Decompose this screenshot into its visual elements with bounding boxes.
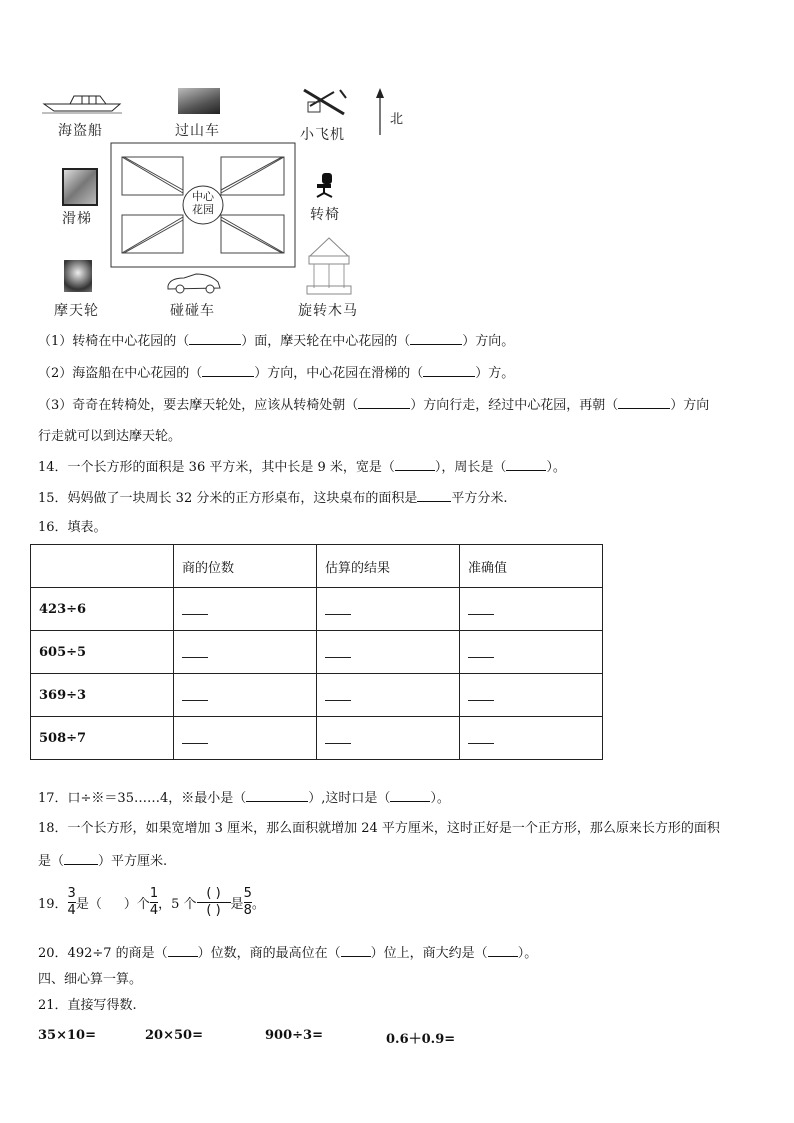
question-15: 15．妈妈做了一块周长 32 分米的正方形桌布，这块桌布的面积是 平方分米.: [38, 491, 508, 506]
table-header-row: [31, 545, 603, 588]
answer-blank[interactable]: [325, 700, 351, 701]
question-21-title: 21．直接写得数.: [38, 998, 137, 1013]
answer-blank[interactable]: [410, 332, 462, 345]
fraction-blank[interactable]: $\frac{( )}{( )}$: [197, 886, 231, 919]
table-row: [31, 588, 603, 631]
row-label: 369÷3: [31, 674, 174, 717]
table-row: [31, 631, 603, 674]
answer-blank[interactable]: [168, 944, 198, 957]
carousel-icon: [304, 236, 354, 296]
answer-blank[interactable]: [325, 657, 351, 658]
row-label: 605÷5: [31, 631, 174, 674]
answer-blank[interactable]: [468, 657, 494, 658]
question-18: 18．一个长方形，如果宽增加 3 厘米，那么面积就增加 24 平方厘米，这时正好是一个正方形，那么原来长方形的面积: [38, 821, 720, 836]
answer-blank[interactable]: [618, 396, 670, 409]
fraction-1-4: $\frac{1}{4}$: [149, 886, 159, 918]
answer-blank[interactable]: [182, 700, 208, 701]
small-plane-icon: [300, 86, 350, 120]
carousel-label: 旋转木马: [298, 303, 358, 319]
answer-blank[interactable]: [506, 458, 546, 471]
table-header-cell: 商的位数: [174, 545, 317, 588]
table-header-cell: [31, 545, 174, 588]
answer-blank[interactable]: [246, 789, 308, 802]
pirate-ship-icon: [42, 92, 122, 114]
answer-blank[interactable]: [182, 614, 208, 615]
small-plane-label: 小飞机: [300, 127, 345, 143]
table-header-cell: 估算的结果: [317, 545, 460, 588]
row-label: 508÷7: [31, 717, 174, 760]
answer-blank[interactable]: [468, 700, 494, 701]
central-park-label: 中心 花园: [192, 190, 214, 216]
answer-blank[interactable]: [341, 944, 371, 957]
calc-item: 0.6＋0.9=: [386, 1032, 456, 1047]
table-header-cell: 准确值: [460, 545, 603, 588]
table-row: [31, 717, 603, 760]
fraction-3-4: $\frac{3}{4}$: [67, 886, 76, 918]
question-19: 19． $\frac{3}{4}$ 是（ ）个 $\frac{1}{4}$ ，5 个 $\frac{( )}{( )}$ 是 $\frac{5}{8}$ 。: [38, 886, 265, 918]
pirate-ship-label: 海盗船: [58, 123, 103, 139]
fill-in-table: [30, 544, 603, 760]
calc-item: 20×50=: [145, 1028, 203, 1043]
bumper-car-icon: [166, 272, 222, 294]
answer-blank[interactable]: [325, 614, 351, 615]
answer-blank[interactable]: [182, 743, 208, 744]
slide-label: 滑梯: [62, 211, 92, 227]
north-arrow-icon: [374, 88, 386, 136]
answer-blank[interactable]: [468, 743, 494, 744]
calc-item: 900÷3=: [265, 1028, 323, 1043]
roller-coaster-label: 过山车: [175, 123, 220, 139]
question-20: 20．492÷7 的商是（ ）位数，商的最高位在（ ）位上，商大约是（ ）。: [38, 946, 538, 961]
ferris-wheel-icon: [64, 260, 92, 292]
answer-blank[interactable]: [325, 743, 351, 744]
row-label: 423÷6: [31, 588, 174, 631]
question-17: 17．口÷※＝35……4，※最小是（ ）,这时口是（ ）。: [38, 791, 450, 806]
answer-blank[interactable]: [390, 789, 430, 802]
slide-icon: [62, 168, 98, 206]
question-16-title: 16．填表。: [38, 520, 107, 535]
q13-part3-continued: 行走就可以到达摩天轮。: [38, 429, 182, 444]
bumper-car-label: 碰碰车: [170, 303, 215, 319]
answer-blank[interactable]: [64, 852, 98, 865]
question-18-continued: 是（ ）平方厘米.: [38, 854, 168, 869]
north-label: 北: [390, 112, 404, 127]
ferris-wheel-label: 摩天轮: [54, 303, 99, 319]
q13-part2: （2）海盗船在中心花园的（ ）方向，中心花园在滑梯的（ ）方。: [38, 366, 515, 381]
answer-blank[interactable]: [189, 332, 241, 345]
section-4-heading: 四、细心算一算。: [38, 972, 143, 987]
answer-blank[interactable]: [202, 364, 254, 377]
answer-blank[interactable]: [395, 458, 435, 471]
q13-part1: （1）转椅在中心花园的（ ）面，摩天轮在中心花园的（ ）方向。: [38, 334, 515, 349]
fraction-5-8: $\frac{5}{8}$: [243, 886, 252, 918]
answer-blank[interactable]: [358, 396, 410, 409]
answer-blank[interactable]: [417, 489, 451, 502]
roller-coaster-icon: [178, 88, 220, 114]
table-row: [31, 674, 603, 717]
calc-item: 35×10=: [38, 1028, 96, 1043]
answer-blank[interactable]: [468, 614, 494, 615]
answer-blank[interactable]: [423, 364, 475, 377]
q13-part3: （3）奇奇在转椅处，要去摩天轮处，应该从转椅处朝（ ）方向行走，经过中心花园，再朝（ ）方向: [38, 398, 710, 413]
answer-blank[interactable]: [182, 657, 208, 658]
swivel-chair-icon: [314, 172, 336, 198]
question-14: 14．一个长方形的面积是 36 平方米，其中长是 9 米，宽是（ ），周长是（ ）。: [38, 460, 566, 475]
swivel-chair-label: 转椅: [310, 207, 340, 223]
answer-blank[interactable]: [488, 944, 518, 957]
